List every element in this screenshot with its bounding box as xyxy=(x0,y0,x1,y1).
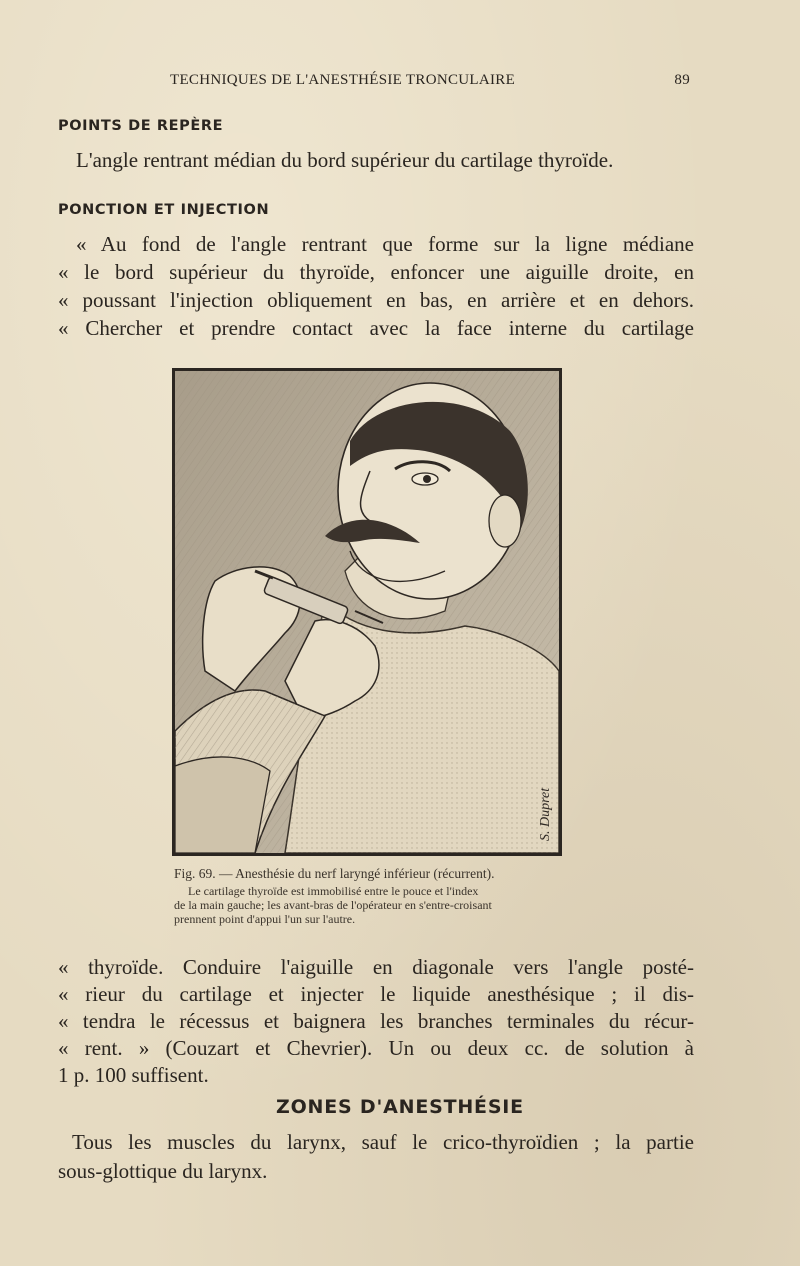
caption-line-1: Le cartilage thyroïde est immobilisé entre le pouce et l'index xyxy=(188,884,479,898)
running-head-title: TECHNIQUES DE L'ANESTHÉSIE TRONCULAIRE xyxy=(170,72,516,88)
engraving-injection-larynx xyxy=(175,371,559,853)
continuation-line-1: « thyroïde. Conduire l'aiguille en diagonale vers l'angle posté- xyxy=(58,955,694,979)
caption-line-2: de la main gauche; les avant-bras de l'opérateur en s'entre-croisant xyxy=(174,898,492,912)
figure-illustration xyxy=(172,368,562,856)
continuation-line-3: « tendra le récessus et baignera les branches terminales du récur- xyxy=(58,1009,694,1033)
points-de-repere-line: L'angle rentrant médian du bord supérieur du cartilage thyroïde. xyxy=(76,148,614,172)
ponction-paragraph xyxy=(58,230,694,342)
ponction-line-1: « Au fond de l'angle rentrant que forme sur la ligne médiane xyxy=(76,232,694,256)
zones-line-2: sous-glottique du larynx. xyxy=(58,1159,268,1183)
figure-caption xyxy=(174,866,566,926)
heading-ponction-injection: PONCTION ET INJECTION xyxy=(58,202,270,218)
continuation-line-5: 1 p. 100 suffisent. xyxy=(58,1063,209,1087)
ponction-line-4: « Chercher et prendre contact avec la face interne du cartilage xyxy=(58,316,694,340)
heading-zones-anesthesie: ZONES D'ANESTHÉSIE xyxy=(276,1096,524,1118)
continuation-paragraph xyxy=(58,954,694,1089)
continuation-line-2: « rieur du cartilage et injecter le liquide anesthésique ; il dis- xyxy=(58,982,694,1006)
page-number: 89 xyxy=(674,72,690,88)
zones-paragraph xyxy=(58,1128,694,1186)
ear-shape xyxy=(489,495,521,547)
artist-signature: S. Dupret xyxy=(538,787,553,841)
caption-title: Fig. 69. — Anesthésie du nerf laryngé inférieur (récurrent). xyxy=(174,866,495,881)
ponction-line-3: « poussant l'injection obliquement en bas, en arrière et en dehors. xyxy=(58,288,694,312)
points-de-repere-text xyxy=(76,146,694,174)
heading-points-de-repere: POINTS DE REPÈRE xyxy=(58,118,224,134)
zones-line-1: Tous les muscles du larynx, sauf le crico-thyroïdien ; la partie xyxy=(72,1130,694,1154)
sleeve-cuff xyxy=(175,757,270,853)
continuation-line-4: « rent. » (Couzart et Chevrier). Un ou deux cc. de solution à xyxy=(58,1036,694,1060)
ponction-line-2: « le bord supérieur du thyroïde, enfoncer une aiguille droite, en xyxy=(58,260,694,284)
caption-line-3: prennent point d'appui l'un sur l'autre. xyxy=(174,912,356,926)
